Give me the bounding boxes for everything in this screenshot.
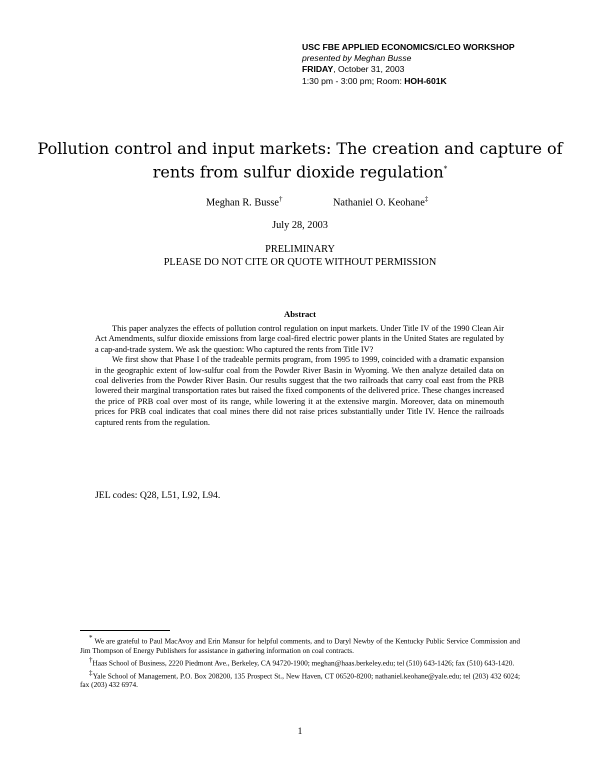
jel-codes: JEL codes: Q28, L51, L92, L94. [95, 490, 221, 501]
workshop-header [302, 42, 515, 87]
footnote-acknowledgements: * We are grateful to Paul MacAvoy and Erin Mansur for helpful comments, and to Daryl Newby of the Kentucky Public Service Commission and Jim Thompson of Energy Publishers for assistance in gathering information on coal contracts. [80, 634, 520, 655]
abstract-paragraph: We first show that Phase I of the tradeable permits program, from 1995 to 1999, coincided with a dramatic expansion in the geographic extent of low-sulfur coal from the Powder River Basin in Wyoming. We then analyze detailed data on coal deliveries from the Powder River Basin. Our results suggest that the two railroads that carry coal east from the PRB lowered their marginal transportation rates but raised the fixed components of the delivered price. These changes increased the price of PRB coal over most of its range, while lowering it at the extensive margin. Moreover, data on minemouth prices for PRB coal indicates that coal mines there did not raise prices substantially under Title IV. Hence the railroads captured rents from the regulation. [95, 355, 504, 427]
presenter-line: presented by Meghan Busse [302, 53, 412, 64]
abstract-body [95, 324, 504, 428]
paper-date: July 28, 2003 [272, 220, 328, 231]
workshop-title: USC FBE APPLIED ECONOMICS/CLEO WORKSHOP [302, 42, 515, 52]
abstract-paragraph: This paper analyzes the effects of pollution control regulation on input markets. Under Title IV of the 1990 Clean Air Act Amendments, sulfur dioxide emissions from large coal-fired electric power plants in the United States are regulated by a cap-and-trade system. We ask the question: Who captured the rents from Title IV? [95, 324, 504, 354]
footnote-divider [80, 630, 170, 631]
footnotes [80, 634, 520, 691]
author-busse: Meghan R. Busse† [206, 195, 283, 209]
abstract-heading: Abstract [284, 309, 316, 319]
author-keohane: Nathaniel O. Keohane‡ [333, 195, 429, 209]
preliminary-notice: PRELIMINARY PLEASE DO NOT CITE OR QUOTE WITHOUT PERMISSION [163, 244, 437, 268]
paper-title: Pollution control and input markets: The creation and capture of rents from sulfur dioxide regulation* [37, 139, 563, 182]
workshop-time-room: 1:30 pm - 3:00 pm; Room: HOH-601K [302, 75, 447, 86]
footnote-keohane-affiliation: ‡Yale School of Management, P.O. Box 208200, 135 Prospect St., New Haven, CT 06520-8200; nathaniel.keohane@yale.edu; tel (203) 432 6024; fax (203) 432 6974. [80, 668, 520, 690]
workshop-date: FRIDAY, October 31, 2003 [302, 64, 405, 75]
page-number: 1 [297, 727, 303, 737]
footnote-busse-affiliation: †Haas School of Business, 2220 Piedmont Ave., Berkeley, CA 94720-1900; meghan@haas.berkeley.edu; tel (510) 643-1426; fax (510) 643-1420. [89, 656, 515, 668]
